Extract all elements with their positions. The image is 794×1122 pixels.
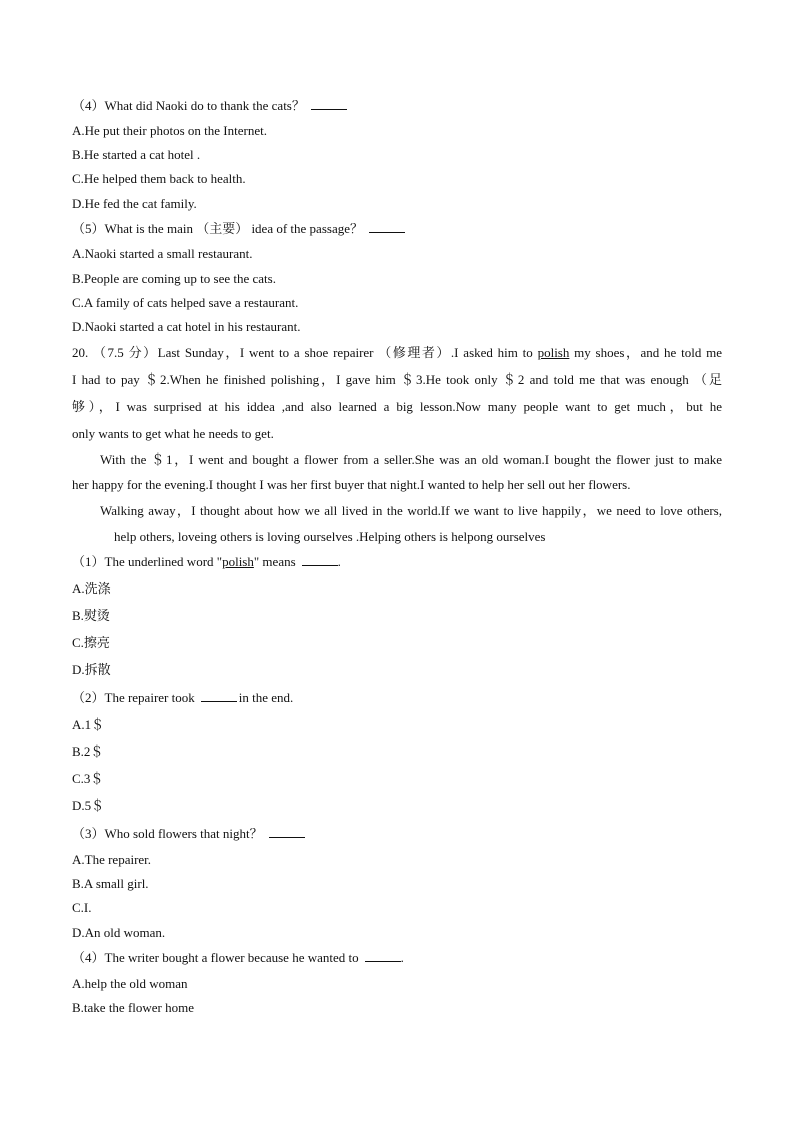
option: D.5＄ — [72, 798, 105, 813]
passage-line: 够），I was surprised at his iddea ,and also learned a big lesson.Now many people want to get much，but he — [72, 399, 722, 414]
option: B.A small girl. — [72, 876, 149, 891]
option: D.An old woman. — [72, 925, 166, 940]
question-stem: （1）The underlined word "polish" means . — [72, 554, 341, 569]
option: A.The repairer. — [72, 852, 152, 867]
answer-blank[interactable] — [369, 221, 405, 233]
question-stem: （5）What is the main （主要） idea of the passage？ — [72, 221, 405, 237]
option: D.拆散 — [72, 662, 111, 677]
option: C.3＄ — [72, 771, 104, 786]
option: A.1＄ — [72, 717, 105, 732]
answer-blank[interactable] — [302, 554, 338, 566]
answer-blank[interactable] — [365, 950, 401, 962]
question-stem: （4）What did Naoki do to thank the cats？ — [72, 98, 347, 114]
option: C.I. — [72, 900, 92, 915]
option: B.He started a cat hotel . — [72, 147, 201, 162]
option: A.He put their photos on the Internet. — [72, 123, 267, 138]
option: C.擦亮 — [72, 635, 110, 650]
answer-blank[interactable] — [269, 826, 305, 838]
option: D.Naoki started a cat hotel in his restaurant. — [72, 319, 301, 334]
option: A.Naoki started a small restaurant. — [72, 246, 253, 261]
passage-line: Walking away，I thought about how we all lived in the world.If we want to live happily，we need to love others, — [100, 503, 722, 518]
question-stem: （2）The repairer took in the end. — [72, 690, 294, 705]
passage-line: I had to pay ＄2.When he finished polishing，I gave him ＄3.He took only ＄2 and told me that was enough （足 — [72, 372, 722, 387]
option: A.help the old woman — [72, 976, 188, 991]
answer-blank[interactable] — [201, 690, 237, 702]
passage-line: her happy for the evening.I thought I was her first buyer that night.I wanted to help her sell out her flowers. — [72, 477, 631, 492]
answer-blank[interactable] — [311, 98, 347, 110]
passage-line: only wants to get what he needs to get. — [72, 426, 274, 441]
option: C.He helped them back to health. — [72, 171, 246, 186]
option: B.take the flower home — [72, 1000, 195, 1015]
option: A.洗涤 — [72, 581, 111, 596]
option: B.People are coming up to see the cats. — [72, 271, 276, 286]
passage-line: help others, loveing others is loving ourselves .Helping others is helpong ourselves — [114, 529, 546, 544]
option: D.He fed the cat family. — [72, 196, 197, 211]
underlined-word: polish — [537, 345, 570, 360]
option: B.熨烫 — [72, 608, 110, 623]
passage-line: With the ＄1，I went and bought a flower from a seller.She was an old woman.I bought the flower just to make — [100, 452, 722, 467]
option: B.2＄ — [72, 744, 104, 759]
question-stem: （4）The writer bought a flower because he wanted to . — [72, 950, 404, 965]
question-stem: （3）Who sold flowers that night？ — [72, 826, 305, 842]
option: C.A family of cats helped save a restaurant. — [72, 295, 299, 310]
passage-line: 20. （7.5 分）Last Sunday，I went to a shoe repairer （修理者）.I asked him to polish my shoes，and he told me — [72, 345, 722, 360]
